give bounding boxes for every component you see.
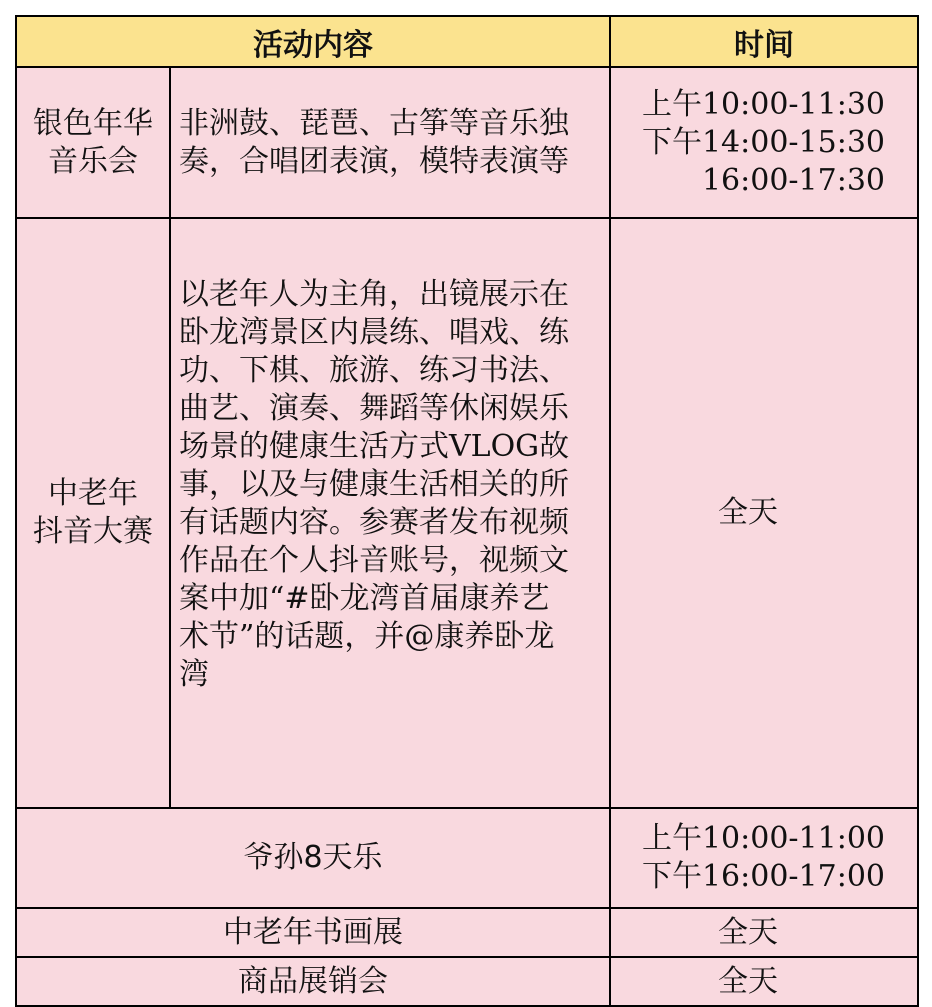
- activity-desc-line: 有话题内容。参赛者发布视频: [179, 505, 569, 540]
- activity-desc-line: 卧龙湾景区内晨练、唱戏、练: [179, 315, 569, 350]
- activity-name-cell: 爷孙8天乐: [16, 808, 610, 908]
- time-cell: [610, 808, 918, 908]
- time-cell: 全天: [610, 218, 918, 808]
- time-line: 16:00-17:30: [701, 162, 885, 198]
- activity-name-line: 音乐会: [48, 143, 138, 179]
- activity-name-cell: 中老年书画展: [16, 908, 610, 957]
- activity-desc-cell: [170, 218, 610, 808]
- time-line: 上午10:00-11:30: [641, 86, 885, 122]
- activity-desc-line: 作品在个人抖音账号，视频文: [179, 543, 569, 578]
- table-row: [16, 808, 918, 908]
- activity-desc-line: 曲艺、演奏、舞蹈等休闲娱乐: [179, 391, 569, 426]
- activity-desc-line: 功、下棋、旅游、练习书法、: [179, 353, 569, 388]
- table-row: [16, 908, 918, 957]
- header-activity: 活动内容: [16, 16, 610, 67]
- activity-desc-line: 场景的健康生活方式VLOG故: [179, 429, 570, 464]
- header-row: [16, 16, 918, 67]
- activity-name-cell: 商品展销会: [16, 957, 610, 1006]
- table-row: [16, 957, 918, 1006]
- activity-desc-line: 以老年人为主角，出镜展示在: [179, 277, 569, 312]
- activity-name-line: 抖音大赛: [33, 514, 153, 549]
- activity-desc-line: 事，以及与健康生活相关的所: [179, 467, 569, 502]
- time-line: 上午10:00-11:00: [641, 821, 885, 856]
- activity-desc-line: 案中加“#卧龙湾首届康养艺: [179, 581, 550, 616]
- activity-name-line: 银色年华: [33, 105, 153, 141]
- activity-desc-line: 术节”的话题，并@康养卧龙: [179, 619, 555, 654]
- activity-name-cell: [16, 67, 170, 218]
- time-line: 下午16:00-17:00: [641, 859, 885, 894]
- time-line: 下午14:00-15:30: [641, 124, 885, 160]
- time-cell: [610, 67, 918, 218]
- schedule-table: [15, 15, 919, 1007]
- time-cell: 全天: [610, 908, 918, 957]
- activity-desc-cell: [170, 67, 610, 218]
- activity-desc-line: 湾: [179, 657, 209, 692]
- activity-name-line: 中老年: [48, 476, 138, 511]
- table-row: [16, 218, 918, 808]
- activity-desc-line: 奏，合唱团表演，模特表演等: [179, 143, 569, 179]
- time-cell: 全天: [610, 957, 918, 1006]
- activity-desc-line: 非洲鼓、琵琶、古筝等音乐独: [179, 105, 569, 141]
- header-time: 时间: [610, 16, 918, 67]
- activity-name-cell: [16, 218, 170, 808]
- table-row: [16, 67, 918, 218]
